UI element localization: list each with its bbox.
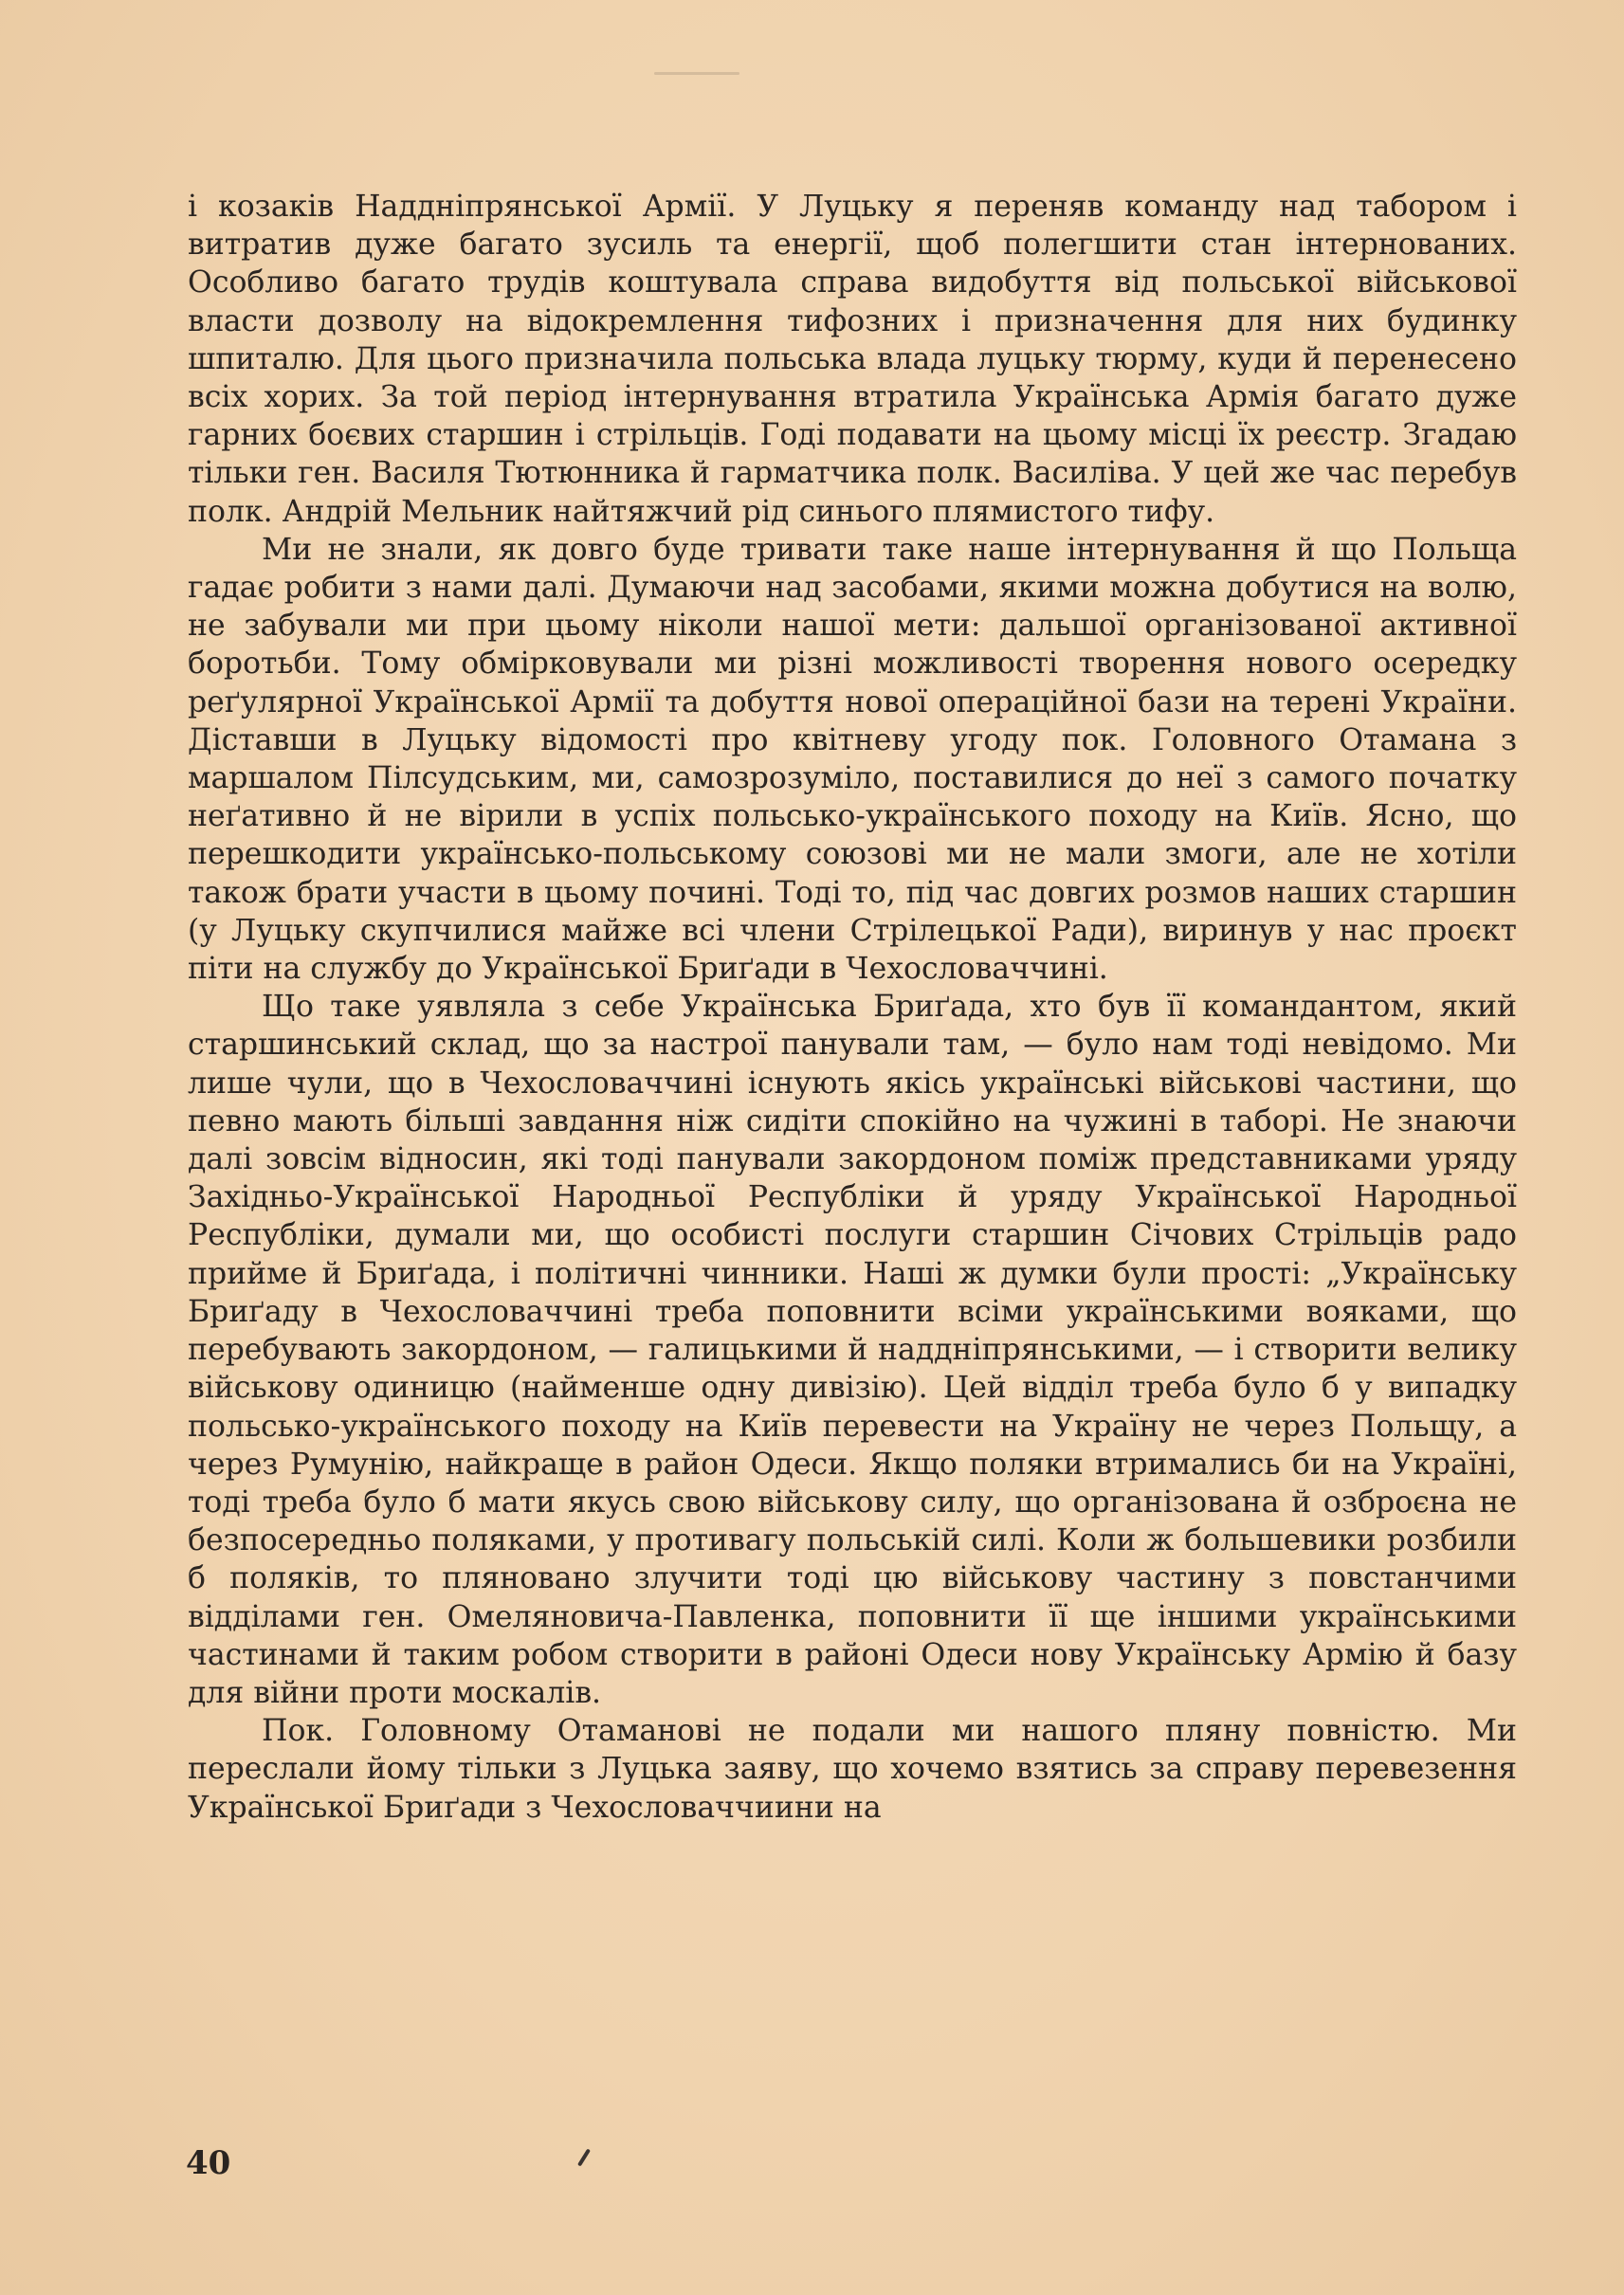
paper-smudge: [654, 72, 739, 75]
pencil-mark: [577, 2148, 591, 2166]
paragraph-3: Що таке уявляла з себе Українська Бриґада, хто був її командантом, який старшинський склад, що за настрої панували там, — було нам тоді невідомо. Ми лише чули, що в Чехословаччині існують якісь українські військові частини, що певно мають більші завдання ніж сидіти спокійно на чужині в таборі. Не знаючи далі зовсім відносин, які тоді панували закордоном поміж представниками уряду Західньо-Української Народньої Республіки й уряду Української Народньої Республіки, думали ми, що особисті послуги старшин Січових Стрільців радо прийме й Бриґада, і політичні чинники. Наші ж думки були прості: „Українську Бриґаду в Чехословаччині треба поповнити всіми українськими вояками, що перебувають закордоном, — галицькими й наддніпрянськими, — і створити велику військову одиницю (найменше одну дивізію). Цей відділ треба було б у випадку польсько-українського походу на Київ перевести на Україну не через Польщу, а через Румунію, найкраще в район Одеси. Якщо поляки втримались би на Україні, тоді треба було б мати якусь свою військову силу, що організована й озброєна не безпосередньо поляками, у противагу польській силі. Коли ж большевики розбили б поляків, то пляновано злучити тоді цю військову частину з повстанчими відділами ген. Омеляновича-Павленка, поповнити її ще іншими українськими частинами й таким робом створити в районі Одеси нову Українську Армію й базу для війни проти москалів.: [188, 990, 1517, 1710]
paragraph-4: Пок. Головному Отаманові не подали ми нашого пляну повністю. Ми переслали йому тільки з Луцька заяву, що хочемо взятись за справу перевезення Української Бриґади з Чехословаччиини на: [188, 1714, 1517, 1825]
body-text: [188, 188, 1517, 1827]
page-number: 40: [186, 2144, 231, 2182]
paragraph-2: Ми не знали, як довго буде тривати таке наше інтернування й що Польща гадає робити з нами далі. Думаючи над засобами, якими можна добутися на волю, не забували ми при цьому ніколи нашої мети: дальшої організованої активної боротьби. Тому обмірковували ми різні можливості творення нового осередку реґулярної Української Армії та добуття нової операційної бази на терені України. Діставши в Луцьку відомості про квітневу угоду пок. Головного Отамана з маршалом Пілсудським, ми, самозрозуміло, поставилися до неї з самого початку неґативно й не вірили в успіх польсько-українського походу на Київ. Ясно, що перешкодити українсько-польському союзові ми не мали змоги, але не хотіли також брати участи в цьому почині. Тоді то, під час довгих розмов наших старшин (у Луцьку скупчилися майже всі члени Стрілецької Ради), виринув у нас проєкт піти на службу до Української Бриґади в Чехословаччині.: [188, 532, 1517, 987]
paragraph-1: і козаків Наддніпрянської Армії. У Луцьку я переняв команду над табором і витратив дуже багато зусиль та енергії, щоб полегшити стан інтернованих. Особливо багато трудів коштувала справа видобуття від польської військової власти дозволу на відокремлення тифозних і призначення для них будинку шпиталю. Для цього призначила польська влада луцьку тюрму, куди й перенесено всіх хорих. За той період інтернування втратила Українська Армія багато дуже гарних боєвих старшин і стрільців. Годі подавати на цьому місці їх реєстр. Згадаю тільки ген. Василя Тютюнника й гарматчика полк. Василіва. У цей же час перебув полк. Андрій Мельник найтяжчий рід синього плямистого тифу.: [188, 190, 1517, 529]
